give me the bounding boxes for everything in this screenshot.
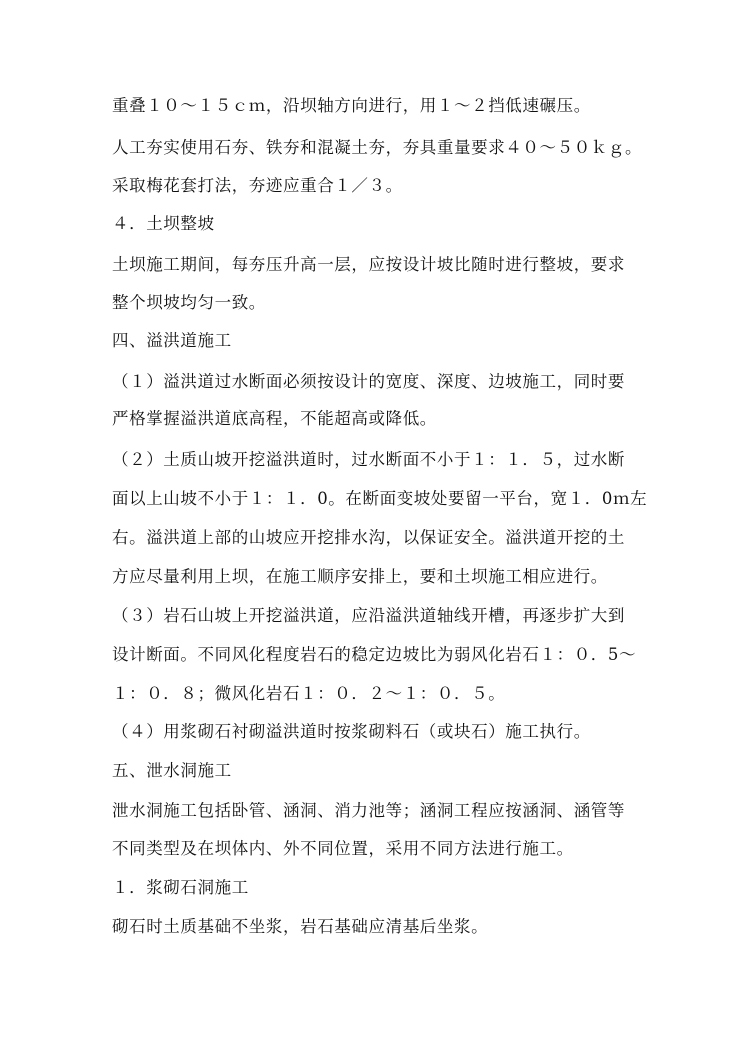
- text-line: 面以上山坡不小于１：１．0。在断面变坡处要留一平台，宽１．0ｍ左: [112, 489, 648, 508]
- text-line: （３）岩石山坡上开挖溢洪道，应沿溢洪道轴线开槽，再逐步扩大到: [112, 606, 625, 625]
- text-line: 设计断面。不同风化程度岩石的稳定边坡比为弱风化岩石１：０．5～: [112, 645, 637, 664]
- text-line: 重叠１０～１５ｃｍ，沿坝轴方向进行，用１～２挡低速碾压。: [112, 96, 591, 115]
- text-line: 方应尽量利用上坝，在施工顺序安排上，要和土坝施工相应进行。: [112, 567, 608, 586]
- text-line: （４）用浆砌石衬砌溢洪道时按浆砌料石（或块石）施工执行。: [112, 722, 591, 741]
- text-line: 砌石时土质基础不坐浆，岩石基础应清基后坐浆。: [112, 917, 489, 936]
- section-heading: １．浆砌石洞施工: [112, 878, 249, 897]
- text-line: 整个坝坡均匀一致。: [112, 293, 266, 312]
- text-line: 严格掌握溢洪道底高程，不能超高或降低。: [112, 409, 437, 428]
- text-line: 采取梅花套打法，夯迹应重合１／３。: [112, 176, 403, 195]
- text-line: 不同类型及在坝体内、外不同位置，采用不同方法进行施工。: [112, 839, 574, 858]
- section-heading: ４．土坝整坡: [112, 214, 215, 233]
- text-line: １：０．８；微风化岩石１：０．２～１：０．５。: [112, 684, 506, 703]
- text-line: 泄水洞施工包括卧管、涵洞、消力池等；涵洞工程应按涵洞、涵管等: [112, 801, 625, 820]
- text-line: （２）土质山坡开挖溢洪道时，过水断面不小于１：１．５，过水断: [112, 450, 625, 469]
- section-heading: 五、泄水洞施工: [112, 761, 232, 780]
- text-line: 右。溢洪道上部的山坡应开挖排水沟，以保证安全。溢洪道开挖的土: [112, 528, 625, 547]
- text-line: （１）溢洪道过水断面必须按设计的宽度、深度、边坡施工，同时要: [112, 372, 625, 391]
- section-heading: 四、溢洪道施工: [112, 331, 232, 350]
- text-line: 土坝施工期间，每夯压升高一层，应按设计坡比随时进行整坡，要求: [112, 255, 625, 274]
- text-line: 人工夯实使用石夯、铁夯和混凝土夯，夯具重量要求４０～５０ｋｇ。: [112, 138, 643, 157]
